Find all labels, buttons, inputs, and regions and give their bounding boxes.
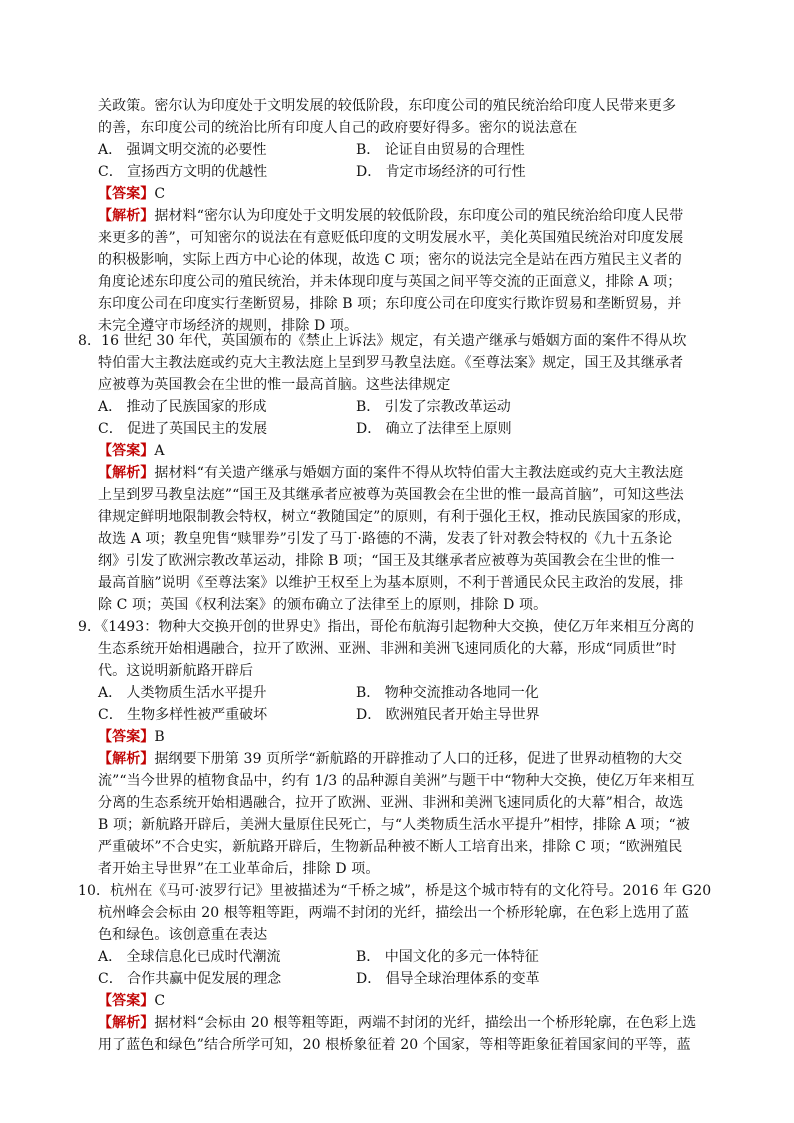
option-d: D． 欧洲殖民者开始主导世界	[356, 707, 540, 723]
stem-line: 应被尊为英国教会在尘世的惟一最高首脑。这些法律规定	[98, 377, 451, 393]
option-b: B． 物种交流推动各地同一化	[356, 685, 539, 701]
option-a: A． 人类物质生活水平提升	[98, 685, 267, 701]
stem-line: 代。这说明新航路开辟后	[98, 663, 254, 679]
stem-line: 关政策。密尔认为印度处于文明发展的较低阶段，东印度公司的殖民统治给印度人民带来更多	[98, 98, 677, 114]
option-c: C． 宣扬西方文明的优越性	[98, 164, 268, 180]
option-d: D． 确立了法律至上原则	[356, 421, 512, 437]
question-10-stem: 10．杭州在《马可·波罗行记》里被描述为“千桥之城”，桥是这个城市特有的文化符号。2016 年 G20	[78, 883, 712, 899]
answer-value: A	[154, 443, 165, 459]
option-b: B． 中国文化的多元一体特征	[356, 949, 539, 965]
analysis-line: 最高首脑”说明《至尊法案》以维护王权至上为基本原则，不利于普通民众民主政治的发展，排	[98, 575, 684, 591]
option-b: B． 引发了宗教改革运动	[356, 399, 511, 415]
answer-line	[98, 183, 165, 205]
question-8-stem: 8．16 世纪 30 年代，英国颁布的《禁止上诉法》规定，有关遗产继承与婚姻方面的案件不得从坎	[78, 333, 687, 349]
option-a: A． 推动了民族国家的形成	[98, 399, 267, 415]
stem-line: 生态系统开始相遇融合，拉开了欧洲、亚洲、非洲和美洲飞速同质化的大幕，形成“同质世”时	[98, 641, 677, 657]
answer-value: C	[154, 186, 166, 202]
stem-line: 的善，东印度公司的统治比所有印度人自己的政府要好得多。密尔的说法意在	[98, 120, 578, 136]
analysis-line: 【解析】据材料“有关遗产继承与婚姻方面的案件不得从坎特伯雷大主教法庭或约克大主教法庭	[98, 465, 684, 481]
option-a: A． 强调文明交流的必要性	[98, 142, 267, 158]
option-d: D． 倡导全球治理体系的变革	[356, 971, 540, 987]
analysis-line: 除 C 项；英国《权利法案》的颁布确立了法律至上的原则，排除 D 项。	[98, 597, 548, 613]
analysis-line: 分离的生态系统开始相遇融合，拉开了欧洲、亚洲、非洲和美洲飞速同质化的大幕”相合，故选	[98, 795, 684, 811]
answer-tag: 【答案】	[98, 729, 155, 745]
analysis-tag: 【解析】	[98, 1015, 155, 1031]
answer-line	[98, 990, 165, 1012]
analysis-line: 【解析】据材料“会标由 20 根等粗等距，两端不封闭的光纤，描绘出一个桥形轮廓，在色彩上选	[98, 1015, 697, 1031]
analysis-line: 【解析】据材料“密尔认为印度处于文明发展的较低阶段，东印度公司的殖民统治给印度人民带	[98, 208, 684, 224]
analysis-tag: 【解析】	[98, 751, 155, 767]
answer-tag: 【答案】	[98, 186, 155, 202]
analysis-tag: 【解析】	[98, 208, 155, 224]
stem-line: 杭州峰会会标由 20 根等粗等距，两端不封闭的光纤，描绘出一个桥形轮廓，在色彩上选用了蓝	[98, 905, 690, 921]
option-c: C． 合作共赢中促发展的理念	[98, 971, 282, 987]
answer-line	[98, 440, 165, 462]
stem-line: 特伯雷大主教法庭或约克大主教法庭上呈到罗马教皇法庭。《至尊法案》规定，国王及其继承者	[98, 355, 684, 371]
answer-value: B	[154, 729, 165, 745]
analysis-line: 用了蓝色和绿色”结合所学可知，20 根桥象征着 20 个国家，等相等距象征着国家间的平等，蓝	[98, 1037, 691, 1053]
option-a: A． 全球信息化已成时代潮流	[98, 949, 281, 965]
analysis-line: 流”“当今世界的植物食品中，约有 1/3 的品种源自美洲”与题干中“物种大交换，使亿万年来相互	[98, 773, 695, 789]
analysis-line: 来更多的善”，可知密尔的说法在有意贬低印度的文明发展水平，美化英国殖民统治对印度发展	[98, 230, 684, 246]
analysis-line: 角度论述东印度公司的殖民统治，并未体现印度与英国之间平等交流的正面意义，排除 A 项；	[98, 274, 682, 290]
answer-line	[98, 726, 165, 748]
analysis-line: 纲》引发了欧洲宗教改革运动，排除 B 项；“国王及其继承者应被尊为英国教会在尘世的惟一	[98, 553, 675, 569]
analysis-tag: 【解析】	[98, 465, 155, 481]
answer-tag: 【答案】	[98, 443, 155, 459]
analysis-line: 未完全遵守市场经济的规则，排除 D 项。	[98, 318, 359, 334]
option-c: C． 生物多样性被严重破坏	[98, 707, 268, 723]
option-b: B． 论证自由贸易的合理性	[356, 142, 525, 158]
answer-value: C	[154, 993, 166, 1009]
analysis-line: 上呈到罗马教皇法庭”“国王及其继承者应被尊为英国教会在尘世的惟一最高首脑”，可知这些法	[98, 487, 684, 503]
analysis-line: 故选 A 项；教皇兜售“赎罪券”引发了马丁·路德的不满，发表了针对教会特权的《九十五条论	[98, 531, 673, 547]
question-9-stem: 9．《1493：物种大交换开创的世界史》指出，哥伦布航海引起物种大交换，使亿万年来相互分离的	[78, 619, 695, 635]
stem-line: 色和绿色。该创意重在表达	[98, 927, 268, 943]
analysis-line: 的积极影响，实际上西方中心论的体现，故选 C 项；密尔的说法完全是站在西方殖民主义者的	[98, 252, 682, 268]
answer-tag: 【答案】	[98, 993, 155, 1009]
option-c: C． 促进了英国民主的发展	[98, 421, 268, 437]
analysis-line: 律规定鲜明地限制教会特权，树立“教随国定”的原则，有利于强化王权，推动民族国家的形成，	[98, 509, 691, 525]
analysis-line: 严重破坏”不合史实，新航路开辟后，生物新品种被不断人工培育出来，排除 C 项；“欧洲殖民	[98, 839, 683, 855]
analysis-line: 东印度公司在印度实行垄断贸易，排除 B 项；东印度公司在印度实行欺诈贸易和垄断贸易，并	[98, 296, 682, 312]
option-d: D． 肯定市场经济的可行性	[356, 164, 526, 180]
analysis-line: B 项；新航路开辟后，美洲大量原住民死亡，与“人类物质生活水平提升”相悖，排除 A 项；“被	[98, 817, 690, 833]
analysis-line: 【解析】据纲要下册第 39 页所学“新航路的开辟推动了人口的迁移，促进了世界动植物的大交	[98, 751, 683, 767]
analysis-line: 者开始主导世界”在工业革命后，排除 D 项。	[98, 861, 380, 877]
